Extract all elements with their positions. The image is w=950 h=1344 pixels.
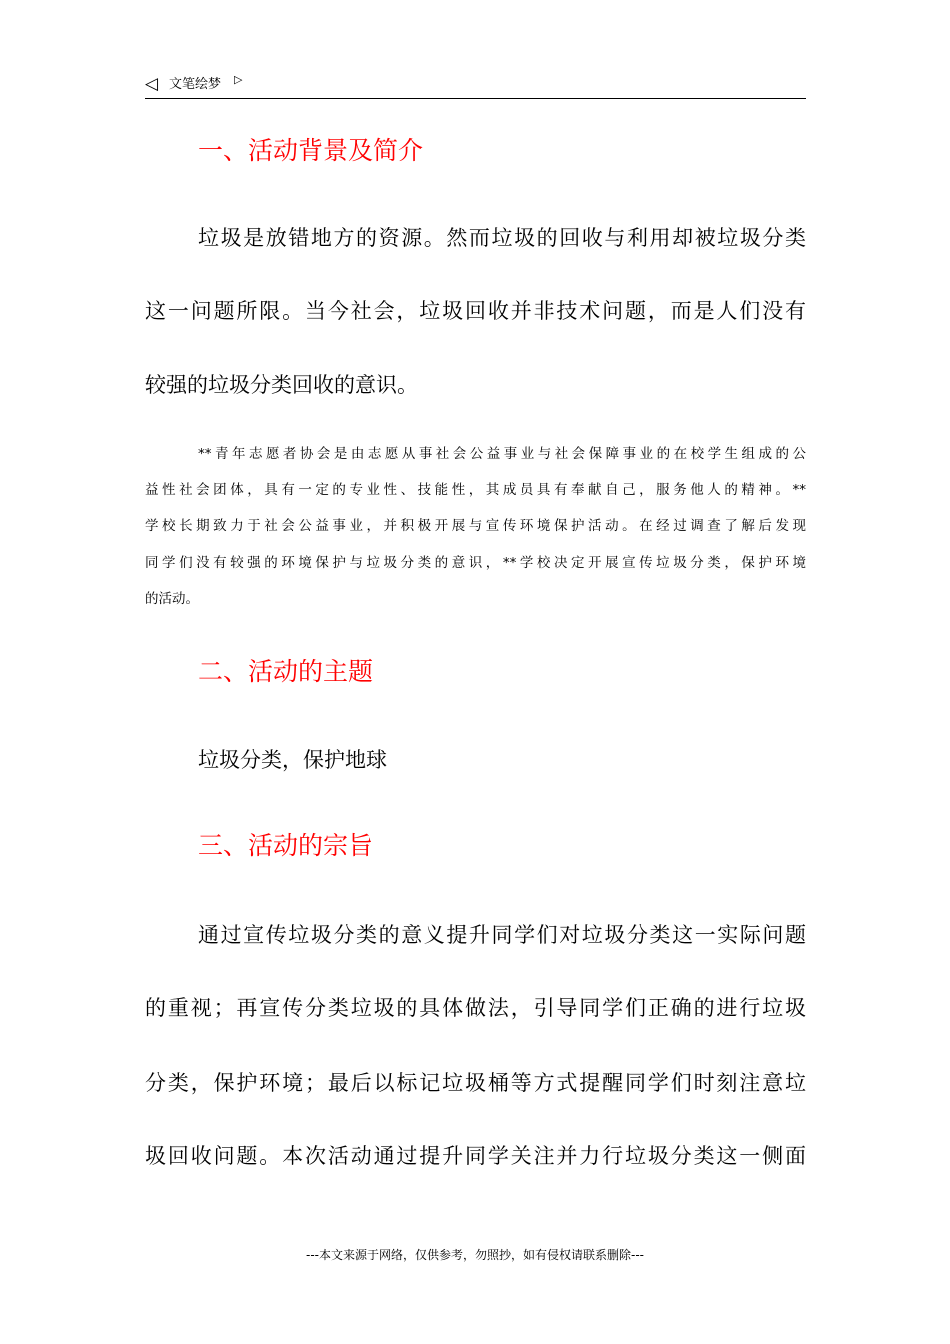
triangle-left-icon: ◁	[145, 74, 159, 94]
small-paragraph-line: **青年志愿者协会是由志愿从事社会公益事业与社会保障事业的在校学生组成的公	[198, 446, 806, 462]
paragraph-line: 分类，保护环境；最后以标记垃圾桶等方式提醒同学们时刻注意垃	[145, 1071, 806, 1095]
paragraph-line: 的重视；再宣传分类垃圾的具体做法，引导同学们正确的进行垃圾	[145, 996, 806, 1020]
small-paragraph-line: 同学们没有较强的环境保护与垃圾分类的意识，**学校决定开展宣传垃圾分类，保护环境	[145, 555, 806, 571]
paragraph-line: 圾回收问题。本次活动通过提升同学关注并力行垃圾分类这一侧面	[145, 1144, 806, 1168]
page-header	[145, 72, 806, 99]
section-heading-purpose: 三、活动的宗旨	[198, 831, 374, 860]
header-brand: 文笔绘梦	[169, 77, 222, 92]
small-paragraph-line: 的活动。	[145, 591, 199, 607]
paragraph-line: 这一问题所限。当今社会，垃圾回收并非技术问题，而是人们没有	[145, 299, 806, 323]
small-paragraph-line: 学校长期致力于社会公益事业，并积极开展与宣传环境保护活动。在经过调查了解后发现	[145, 518, 806, 534]
paragraph-line: 通过宣传垃圾分类的意义提升同学们对垃圾分类这一实际问题	[198, 923, 806, 947]
paragraph-line: 较强的垃圾分类回收的意识。	[145, 373, 418, 397]
small-paragraph-line: 益性社会团体，具有一定的专业性、技能性，其成员具有奉献自己，服务他人的精神。**	[145, 482, 806, 498]
theme-text: 垃圾分类，保护地球	[198, 748, 387, 772]
section-heading-background: 一、活动背景及简介	[198, 136, 424, 165]
triangle-right-icon: ▷	[234, 73, 243, 86]
page-footer: ---本文来源于网络，仅供参考，勿照抄，如有侵权请联系删除---	[306, 1248, 644, 1262]
paragraph-line: 垃圾是放错地方的资源。然而垃圾的回收与利用却被垃圾分类	[198, 226, 806, 250]
section-heading-theme: 二、活动的主题	[198, 657, 374, 686]
